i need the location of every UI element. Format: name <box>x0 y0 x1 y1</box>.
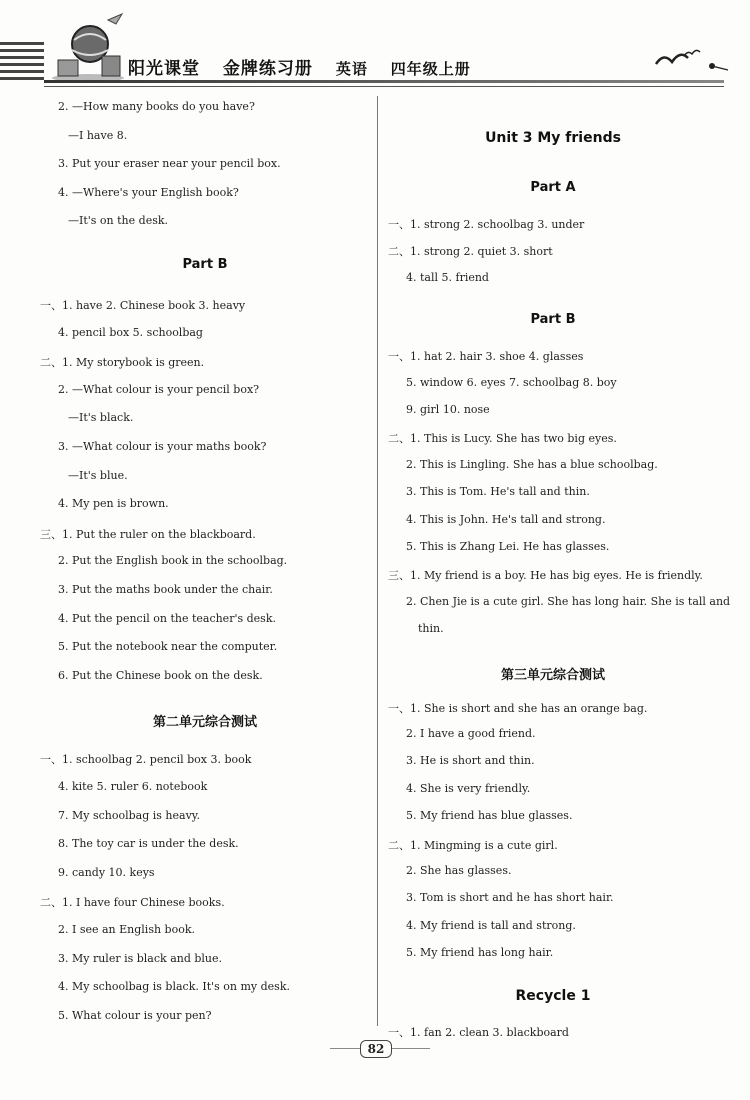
answer-line: 7. My schoolbag is heavy. <box>58 808 201 822</box>
answer-line: 8. The toy car is under the desk. <box>58 837 239 851</box>
answer-line: 2. Chen Jie is a cute girl. She has long hair. She is tall and <box>406 594 731 608</box>
section-heading: Part B <box>530 312 576 328</box>
answer-line: 9. candy 10. keys <box>58 865 155 879</box>
answer-line: 二、1. This is Lucy. She has two big eyes. <box>388 432 617 446</box>
answer-line: —It's black. <box>68 411 134 425</box>
answer-line: 3. Tom is short and he has short hair. <box>406 891 614 905</box>
section-heading: 第二单元综合测试 <box>152 715 257 731</box>
answer-line: 4. tall 5. friend <box>406 270 489 284</box>
book-name: 金牌练习册 <box>222 59 313 79</box>
header-rule <box>44 80 724 83</box>
answer-line: 4. My pen is brown. <box>58 497 169 511</box>
header-rule-thin <box>44 86 724 87</box>
grade-name: 四年级上册 <box>390 60 471 78</box>
answer-line: 4. kite 5. ruler 6. notebook <box>58 780 208 793</box>
answer-line: 2. I see an English book. <box>58 923 196 936</box>
answer-line: 三、1. Put the ruler on the blackboard. <box>40 527 256 541</box>
answer-line: —It's blue. <box>68 468 128 482</box>
page-footer <box>330 1034 430 1064</box>
answer-line: 二、1. I have four Chinese books. <box>40 896 225 910</box>
answer-line: 4. My friend is tall and strong. <box>406 918 576 932</box>
series-name: 阳光课堂 <box>128 59 200 79</box>
answer-line: 一、1. She is short and she has an orange bag. <box>388 701 648 715</box>
answer-line: 2. This is Lingling. She has a blue schoolbag. <box>406 457 658 471</box>
left-column <box>40 96 370 1026</box>
answer-line: 4. This is John. He's tall and strong. <box>406 512 606 526</box>
answer-line: 4. pencil box 5. schoolbag <box>58 325 203 339</box>
section-heading: Part B <box>182 257 228 272</box>
answer-line: 三、1. My friend is a boy. He has big eyes. He is friendly. <box>388 569 703 583</box>
answer-line: —I have 8. <box>68 128 128 142</box>
globe-logo-icon <box>48 10 128 82</box>
answer-line: 二、1. My storybook is green. <box>40 356 205 370</box>
answer-line: 3. Put your eraser near your pencil box. <box>58 157 281 171</box>
answer-line: 一、1. hat 2. hair 3. shoe 4. glasses <box>388 350 584 364</box>
subject-name: 英语 <box>335 60 368 78</box>
section-heading: Recycle 1 <box>515 987 591 1004</box>
answer-line: 3. This is Tom. He's tall and thin. <box>406 485 590 499</box>
answer-line: 6. Put the Chinese book on the desk. <box>58 668 263 682</box>
right-column <box>388 96 731 1039</box>
birds-icon <box>650 44 730 80</box>
answer-line: 3. He is short and thin. <box>406 754 535 768</box>
answer-line: 2. She has glasses. <box>406 864 512 877</box>
answer-line: 9. girl 10. nose <box>406 403 490 416</box>
answer-line: 5. My friend has blue glasses. <box>406 809 573 823</box>
answer-line: 5. What colour is your pen? <box>58 1008 212 1022</box>
answer-line: thin. <box>418 622 444 636</box>
answer-line: 5. This is Zhang Lei. He has glasses. <box>406 540 610 553</box>
answer-line: —It's on the desk. <box>68 214 169 228</box>
answer-line: 5. Put the notebook near the computer. <box>58 640 278 654</box>
header-stripes <box>0 42 44 84</box>
answer-line: 4. She is very friendly. <box>406 781 531 795</box>
column-divider <box>377 96 378 1026</box>
answer-line: 5. window 6. eyes 7. schoolbag 8. boy <box>406 375 617 389</box>
answer-line: 3. Put the maths book under the chair. <box>58 583 273 596</box>
header-title <box>128 54 487 79</box>
answer-line: 3. —What colour is your maths book? <box>58 440 267 453</box>
answer-line: 一、1. schoolbag 2. pencil box 3. book <box>40 753 252 767</box>
answer-line: 3. My ruler is black and blue. <box>58 951 223 965</box>
section-heading: Unit 3 My friends <box>485 130 621 146</box>
page-number: 82 <box>360 1040 392 1058</box>
answer-line: 2. —What colour is your pencil box? <box>58 382 260 396</box>
answer-line: 一、1. strong 2. schoolbag 3. under <box>388 218 585 231</box>
answer-line: 2. —How many books do you have? <box>58 100 255 113</box>
answer-line: 二、1. Mingming is a cute girl. <box>388 838 558 852</box>
answer-line: 4. —Where's your English book? <box>58 185 239 199</box>
answer-line: 5. My friend has long hair. <box>406 946 554 960</box>
answer-line: 一、1. have 2. Chinese book 3. heavy <box>40 299 246 312</box>
section-heading: 第三单元综合测试 <box>500 667 605 683</box>
answer-line: 2. Put the English book in the schoolbag. <box>58 554 288 568</box>
answer-line: 4. Put the pencil on the teacher's desk. <box>58 611 276 625</box>
section-heading: Part A <box>530 180 576 195</box>
answer-line: 2. I have a good friend. <box>406 727 536 740</box>
answer-line: 4. My schoolbag is black. It's on my desk. <box>58 980 290 994</box>
answer-line: 一、1. fan 2. clean 3. blackboard <box>388 1025 569 1039</box>
answer-line: 二、1. strong 2. quiet 3. short <box>388 245 553 259</box>
page-header <box>0 0 750 92</box>
